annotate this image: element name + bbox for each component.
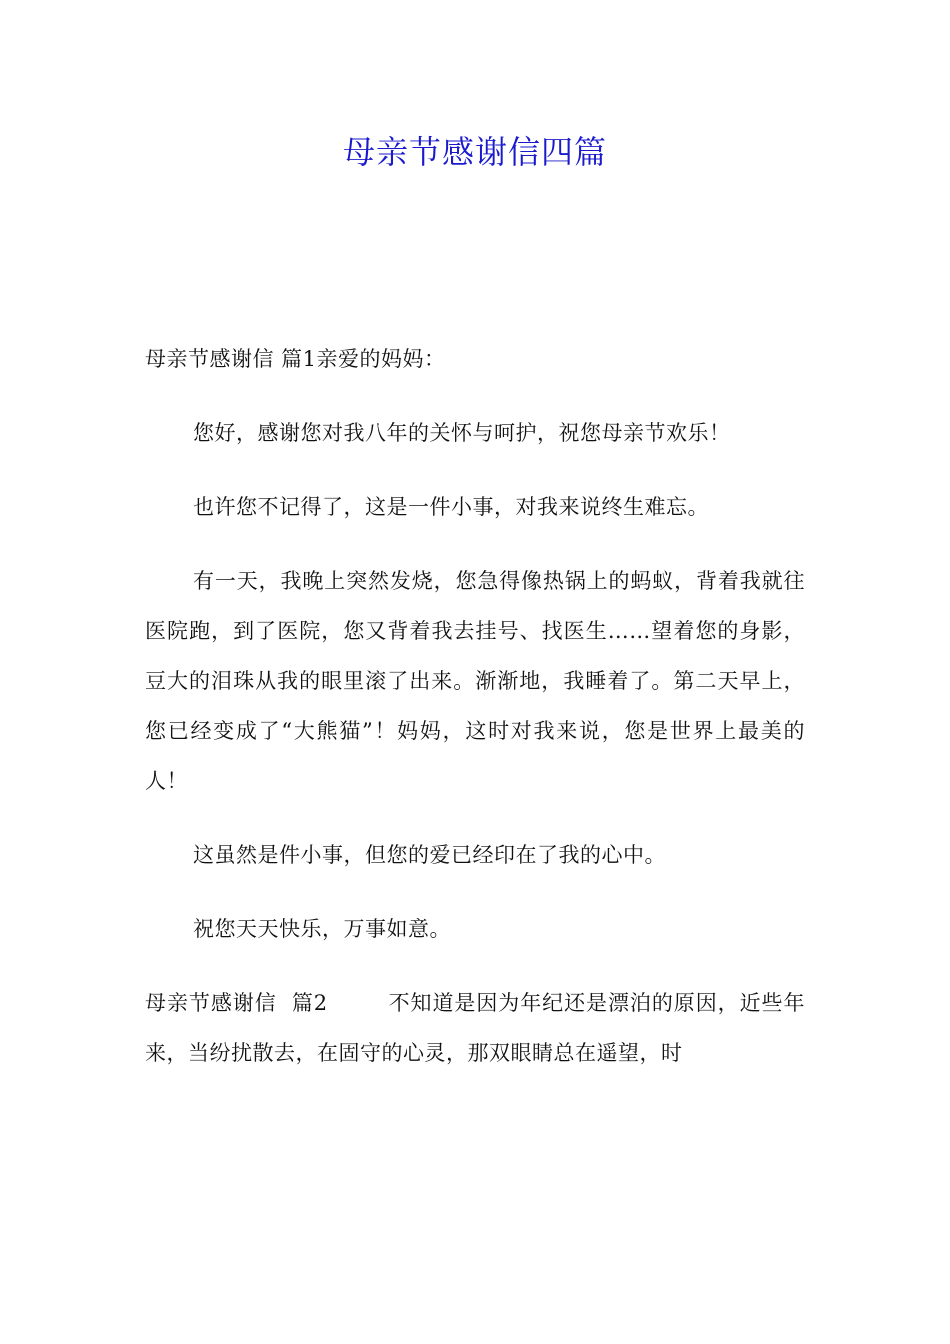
document-title: 母亲节感谢信四篇 [342,133,607,171]
paragraph-wishes: 祝您天天快乐，万事如意。 [193,917,451,941]
paragraph-letter1-heading: 母亲节感谢信 篇1亲爱的妈妈： [145,347,446,371]
paragraph-story: 有一天，我晚上突然发烧，您急得像热锅上的蚂蚁，背着我就往医院跑，到了医院，您又背着我去挂号、找医生……望着您的身影，豆大的泪珠从我的眼里滚了出来。渐渐地，我睡着了。第二天早上，您已经变成了“大熊猫”！妈妈，这时对我来说，您是世界上最美的人！ [145,569,805,793]
document-body [145,334,805,1102]
paragraph-memory-intro: 也许您不记得了，这是一件小事，对我来说终生难忘。 [193,495,709,519]
paragraph-greeting: 您好，感谢您对我八年的关怀与呵护，祝您母亲节欢乐！ [193,421,731,445]
paragraph-love: 这虽然是件小事，但您的爱已经印在了我的心中。 [193,843,666,867]
paragraph-letter2: 母亲节感谢信 篇2 不知道是因为年纪还是漂泊的原因，近些年来，当纷扰散去，在固守的心灵，那双眼睛总在遥望，时 [145,991,805,1065]
